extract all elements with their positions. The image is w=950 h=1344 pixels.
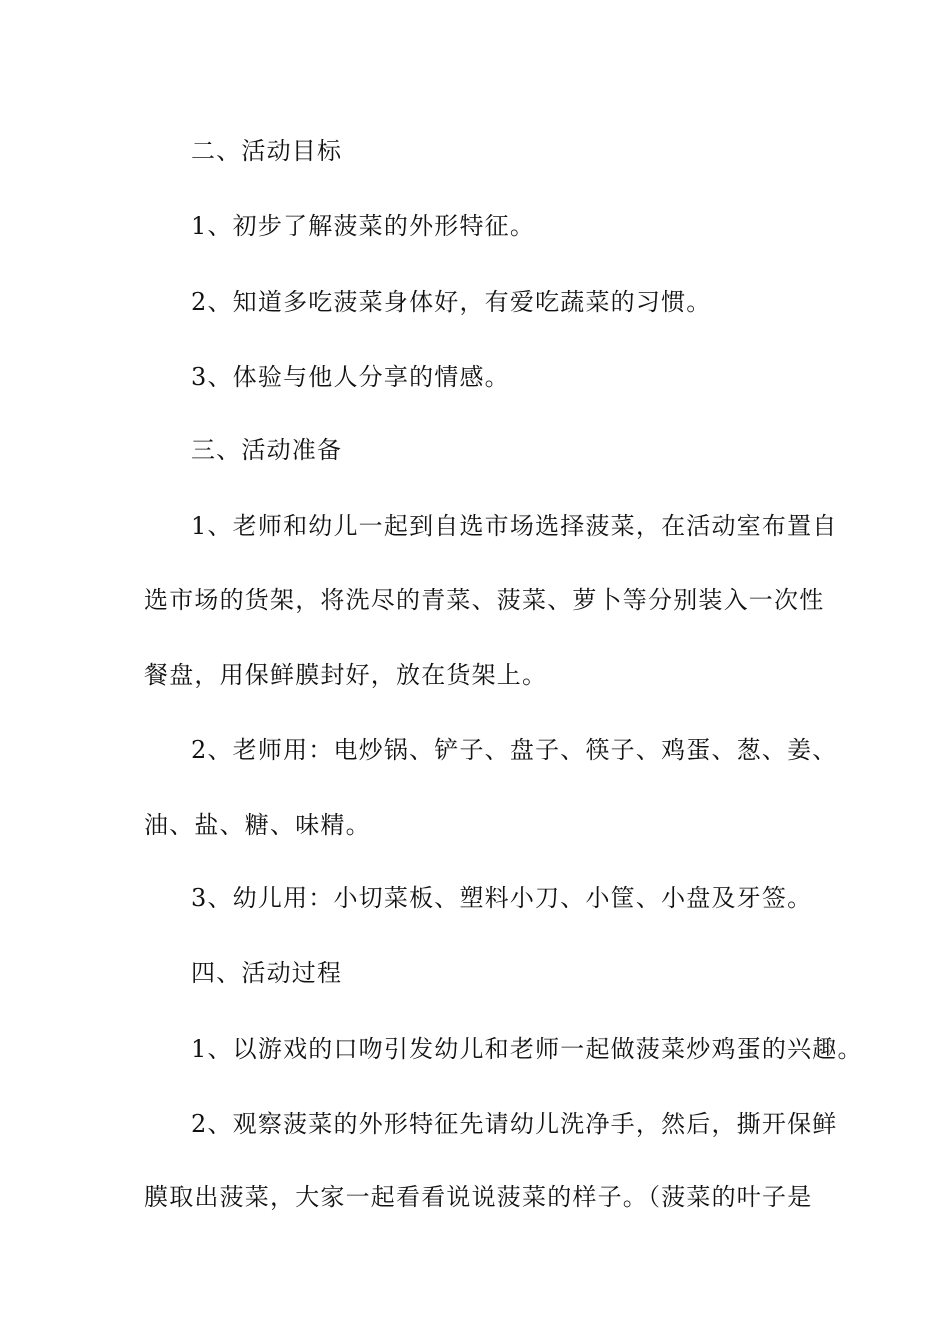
paragraph-line: 1、老师和幼儿一起到自选市场选择菠菜，在活动室布置自: [191, 512, 838, 540]
section-heading-goals: 二、活动目标: [191, 137, 343, 165]
paragraph-line: 油、盐、糖、味精。: [144, 811, 371, 839]
paragraph-line: 3、体验与他人分享的情感。: [191, 363, 510, 391]
paragraph-line: 1、以游戏的口吻引发幼儿和老师一起做菠菜炒鸡蛋的兴趣。: [191, 1035, 863, 1063]
paragraph-line: 膜取出菠菜，大家一起看看说说菠菜的样子。（菠菜的叶子是: [144, 1183, 813, 1211]
paragraph-line: 1、初步了解菠菜的外形特征。: [191, 212, 536, 240]
paragraph-line: 餐盘，用保鲜膜封好，放在货架上。: [144, 661, 548, 689]
section-heading-preparation: 三、活动准备: [191, 436, 343, 464]
section-heading-process: 四、活动过程: [191, 959, 343, 987]
paragraph-line: 2、观察菠菜的外形特征先请幼儿洗净手，然后，撕开保鲜: [191, 1110, 838, 1138]
paragraph-line: 3、幼儿用：小切菜板、塑料小刀、小筐、小盘及牙签。: [191, 884, 813, 912]
paragraph-line: 2、知道多吃菠菜身体好，有爱吃蔬菜的习惯。: [191, 288, 712, 316]
paragraph-line: 2、老师用：电炒锅、铲子、盘子、筷子、鸡蛋、葱、姜、: [191, 736, 838, 764]
paragraph-line: 选市场的货架，将洗尽的青菜、菠菜、萝卜等分别装入一次性: [144, 586, 825, 614]
